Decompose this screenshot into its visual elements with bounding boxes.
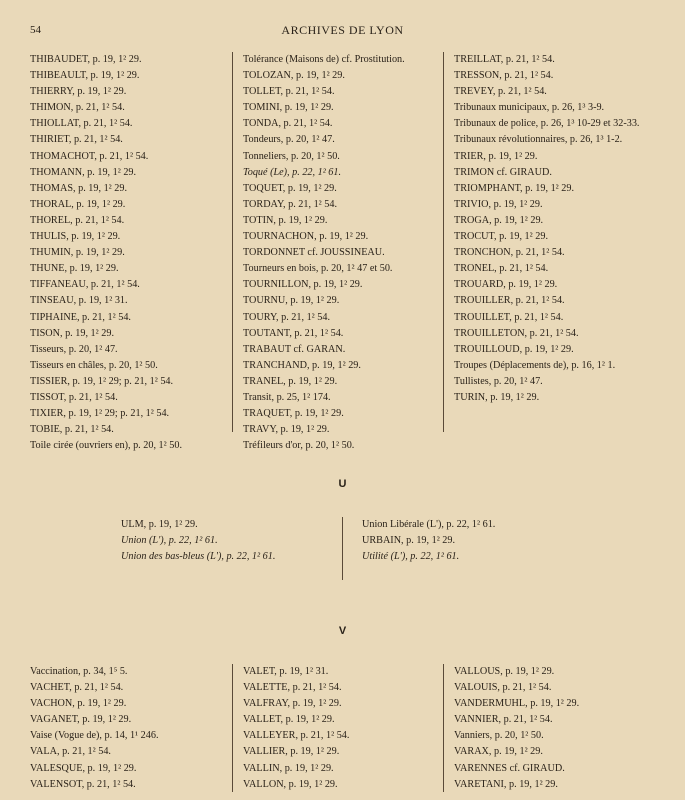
index-entry: TRAVY, p. 19, 1² 29. [243,424,330,436]
index-entry: Tribunaux municipaux, p. 26, 1³ 3-9. [454,102,605,114]
index-entry: VAGANET, p. 19, 1² 29. [30,714,132,726]
index-entry: TISON, p. 19, 1² 29. [30,327,114,339]
running-title: ARCHIVES DE LYON [281,23,404,37]
index-entry: TOLOZAN, p. 19, 1² 29. [243,70,345,82]
index-entry: TROGA, p. 19, 1² 29. [454,214,544,226]
index-entry: Tisseurs, p. 20, 1² 47. [30,343,118,355]
index-entry: VALLOUS, p. 19, 1² 29. [454,666,555,677]
index-entry: THUMIN, p. 19, 1² 29. [30,247,125,259]
index-entry: Vanniers, p. 20, 1² 50. [454,730,544,742]
index-entry: Troupes (Déplacements de), p. 16, 1² 1. [454,359,616,371]
section-v-column-2 [243,664,438,793]
index-entry: TOQUET, p. 19, 1² 29. [243,182,337,194]
page-number: 54 [30,24,41,36]
index-entry: Union des bas-bleus (L'), p. 22, 1² 61. [121,551,276,563]
index-entry: VANDERMUHL, p. 19, 1² 29. [454,698,580,710]
index-entry: TURIN, p. 19, 1² 29. [454,391,540,403]
index-entry: Union (L'), p. 22, 1² 61. [121,535,218,547]
index-entry: TONDA, p. 21, 1² 54. [243,118,333,130]
index-entry: TROUILLET, p. 21, 1² 54. [454,311,564,323]
index-entry: Vaise (Vogue de), p. 14, 1¹ 246. [30,730,159,742]
index-entry: Tribunaux de police, p. 26, 1³ 10-29 et 32-33. [454,118,640,130]
index-entry: TRANCHAND, p. 19, 1² 29. [243,359,361,371]
index-entry: THOMAS, p. 19, 1² 29. [30,182,128,194]
index-entry: TOTIN, p. 19, 1² 29. [243,214,328,226]
index-entry: Tourneurs en bois, p. 20, 1² 47 et 50. [243,263,393,275]
index-entry: THOREL, p. 21, 1² 54. [30,214,125,226]
index-entry: TREILLAT, p. 21, 1² 54. [454,54,555,65]
index-entry: THORAL, p. 19, 1² 29. [30,198,126,210]
index-entry: Tréfileurs d'or, p. 20, 1² 50. [243,440,355,452]
column-divider [232,52,233,432]
index-entry: TRIVIO, p. 19, 1² 29. [454,198,543,210]
section-t-column-3 [454,52,654,406]
index-entry: THIRIET, p. 21, 1² 54. [30,134,123,146]
index-entry: TROUILLETON, p. 21, 1² 54. [454,327,579,339]
index-entry: Utilité (L'), p. 22, 1² 61. [362,551,460,563]
index-entry: TORDONNET cf. JOUSSINEAU. [243,247,385,259]
index-entry: Tribunaux révolutionnaires, p. 26, 1³ 1-2. [454,134,623,146]
index-entry: TRIMON cf. GIRAUD. [454,166,552,178]
index-entry: TIFFANEAU, p. 21, 1² 54. [30,279,140,291]
index-entry: TRESSON, p. 21, 1² 54. [454,70,554,82]
index-entry: Tondeurs, p. 20, 1² 47. [243,134,335,146]
index-entry: VALLIN, p. 19, 1² 29. [243,762,334,774]
index-entry: Transit, p. 25, 1² 174. [243,391,331,403]
section-u-column-1 [121,517,316,565]
index-entry: VALFRAY, p. 19, 1² 29. [243,698,342,710]
index-entry: URBAIN, p. 19, 1² 29. [362,535,456,547]
index-entry: TOLLET, p. 21, 1² 54. [243,86,335,98]
index-entry: TOURY, p. 21, 1² 54. [243,311,331,323]
index-entry: TROUARD, p. 19, 1² 29. [454,279,558,291]
index-entry: ULM, p. 19, 1² 29. [121,519,198,530]
index-entry: THUNE, p. 19, 1² 29. [30,263,119,275]
index-entry: TRABAUT cf. GARAN. [243,343,346,355]
index-entry: THOMACHOT, p. 21, 1² 54. [30,150,149,162]
column-divider [443,52,444,432]
index-entry: TORDAY, p. 21, 1² 54. [243,198,338,210]
index-entry: Vaccination, p. 34, 1⁵ 5. [30,666,128,677]
index-entry: Tisseurs en châles, p. 20, 1² 50. [30,359,158,371]
letter-heading-v: V [338,625,347,637]
index-entry: TOURNILLON, p. 19, 1² 29. [243,279,363,291]
index-entry: VALA, p. 21, 1² 54. [30,746,111,758]
index-entry: VARETANI, p. 19, 1² 29. [454,778,558,790]
index-entry: THULIS, p. 19, 1² 29. [30,231,121,243]
index-entry: TINSEAU, p. 19, 1² 31. [30,295,128,307]
index-entry: VACHET, p. 21, 1² 54. [30,682,124,694]
index-entry: VALET, p. 19, 1² 31. [243,666,329,677]
index-entry: VALLET, p. 19, 1² 29. [243,714,335,726]
index-entry: TRONCHON, p. 21, 1² 54. [454,247,565,259]
index-entry: VACHON, p. 19, 1² 29. [30,698,127,710]
index-entry: THIBEAULT, p. 19, 1² 29. [30,70,140,82]
index-entry: TROUILLER, p. 21, 1² 54. [454,295,565,307]
index-entry: THIOLLAT, p. 21, 1² 54. [30,118,133,130]
index-entry: TOURNACHON, p. 19, 1² 29. [243,231,369,243]
index-entry: THIMON, p. 21, 1² 54. [30,102,125,114]
index-entry: THOMANN, p. 19, 1² 29. [30,166,137,178]
column-divider [342,517,343,580]
index-entry: TRANEL, p. 19, 1² 29. [243,375,338,387]
index-entry: TOUTANT, p. 21, 1² 54. [243,327,344,339]
index-entry: TISSOT, p. 21, 1² 54. [30,391,118,403]
index-entry: VALOUIS, p. 21, 1² 54. [454,682,552,694]
index-entry: TIXIER, p. 19, 1² 29; p. 21, 1² 54. [30,408,170,420]
index-entry: TIPHAINE, p. 21, 1² 54. [30,311,131,323]
index-entry: TOBIE, p. 21, 1² 54. [30,424,114,436]
index-entry: TROUILLOUD, p. 19, 1² 29. [454,343,574,355]
section-u-column-2 [362,517,562,565]
index-entry: Toile cirée (ouvriers en), p. 20, 1² 50. [30,440,182,452]
index-entry: VALENSOT, p. 21, 1² 54. [30,778,136,790]
index-entry: TRIOMPHANT, p. 19, 1² 29. [454,182,575,194]
index-entry: Union Libérale (L'), p. 22, 1² 61. [362,519,496,530]
index-entry: TISSIER, p. 19, 1² 29; p. 21, 1² 54. [30,375,174,387]
index-entry: VANNIER, p. 21, 1² 54. [454,714,553,726]
index-entry: THIBAUDET, p. 19, 1² 29. [30,54,142,65]
letter-heading-u: U [338,478,347,490]
index-entry: VALLEYER, p. 21, 1² 54. [243,730,350,742]
section-t-column-2 [243,52,438,454]
index-entry: TOURNU, p. 19, 1² 29. [243,295,340,307]
section-t-column-1 [30,52,225,454]
index-entry: VARENNES cf. GIRAUD. [454,762,565,774]
index-entry: TROCUT, p. 19, 1² 29. [454,231,548,243]
index-entry: TRONEL, p. 21, 1² 54. [454,263,549,275]
section-v-column-1 [30,664,225,793]
index-entry: VALESQUE, p. 19, 1² 29. [30,762,137,774]
index-entry: TREVEY, p. 21, 1² 54. [454,86,547,98]
index-entry: VARAX, p. 19, 1² 29. [454,746,543,758]
column-divider [443,664,444,792]
column-divider [232,664,233,792]
index-entry: VALLON, p. 19, 1² 29. [243,778,338,790]
index-entry: Tullistes, p. 20, 1² 47. [454,375,543,387]
section-v-column-3 [454,664,654,793]
index-entry: TRIER, p. 19, 1² 29. [454,150,538,162]
index-entry: Toqué (Le), p. 22, 1² 61. [243,166,342,178]
index-entry: Tolérance (Maisons de) cf. Prostitution. [243,54,405,65]
index-entry: VALLIER, p. 19, 1² 29. [243,746,340,758]
index-entry: VALETTE, p. 21, 1² 54. [243,682,342,694]
index-entry: TRAQUET, p. 19, 1² 29. [243,408,344,420]
index-entry: TOMINI, p. 19, 1² 29. [243,102,334,114]
index-entry: Tonneliers, p. 20, 1² 50. [243,150,340,162]
index-entry: THIERRY, p. 19, 1² 29. [30,86,127,98]
